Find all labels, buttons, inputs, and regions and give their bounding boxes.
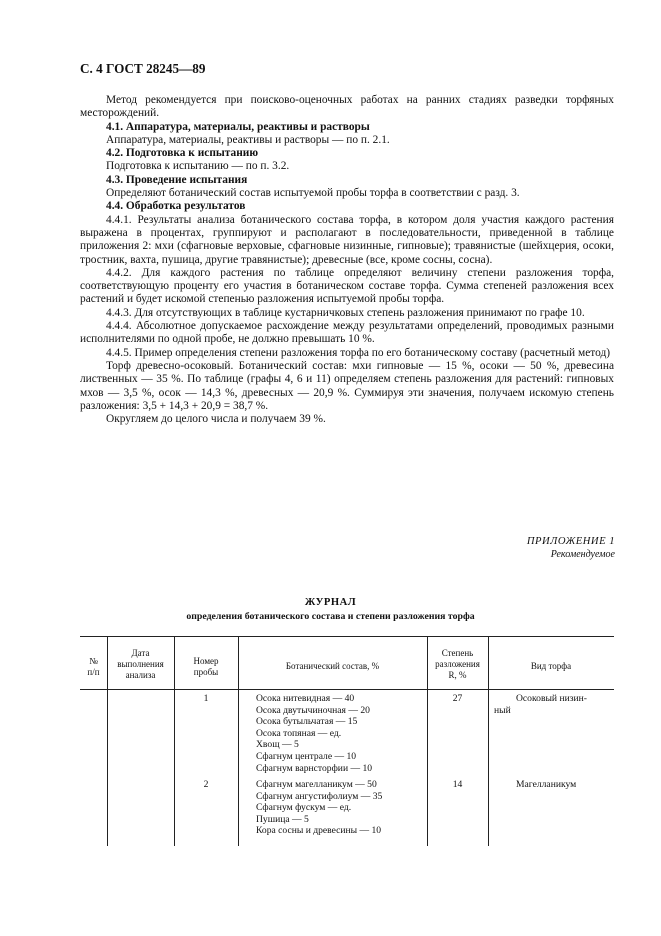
peat-type-line: Осоковый низин- [516,693,587,704]
section-heading: 4.1. Аппаратура, материалы, реактивы и растворы [106,120,370,133]
table-cell-peat-type [494,779,576,791]
journal-title: ЖУРНАЛ [304,597,357,608]
paragraph: Аппаратура, материалы, реактивы и растворы — по п. 2.1. [106,133,390,146]
paragraph: Определяют ботанический состав испытуемой пробы торфа в соответствии с разд. 3. [106,187,520,200]
composition-line: Хвощ — 5 [256,739,299,751]
composition-line: Осока бутыльчатая — 15 [256,716,358,728]
paragraph: 4.4.3. Для отсутствующих в таблице кустарничковых степень разложения принимают по графе 10. [106,306,585,319]
composition-line: Пушица — 5 [256,813,309,825]
composition-line: Осока двутычиночная — 20 [256,704,370,716]
table-cell-decomposition: 27 [452,693,463,704]
table-cell-decomposition: 14 [452,779,463,790]
column-header-peat-type: Вид торфа [530,661,572,671]
column-header-decomposition: Степень разложения R, % [435,648,480,680]
appendix-title: ПРИЛОЖЕНИЕ 1 [526,536,615,547]
column-header-sample: Номер пробы [193,656,219,677]
appendix-subtitle: Рекомендуемое [550,549,615,560]
paragraph: 4.4.2. Для каждого растения по таблице определяют величину степени разложения торфа, соответствующую проценту его участия в ботаническом составе торфа. Сумма степеней разложения всех растений и будет искомой степенью разложения испытуемой пробы торфа. [80,266,614,306]
page-header: С. 4 ГОСТ 28245—89 [80,61,206,76]
column-header-date: Дата выполнения анализа [117,648,164,680]
appendix-label [527,535,615,561]
composition-line: Сфагнум магелланикум — 50 [256,779,377,790]
paragraph: Округляем до целого числа и получаем 39 %. [106,413,326,426]
peat-type-line: ный [494,704,511,716]
composition-line: Сфагнум централе — 10 [256,750,357,762]
composition-line: Сфагнум варнсторфии — 10 [256,762,373,774]
table-cell-composition [256,779,382,837]
table-header-border [80,689,614,690]
paragraph: Метод рекомендуется при поисково-оценочных работах на ранних стадиях разведки торфяных месторождений. [80,94,614,120]
paragraph: Торф древесно-осоковый. Ботанический состав: мхи гипновые — 15 %, осоки — 50 %, древесина лиственных — 35 %. По таблице (графы 4, 6 и 11) определяем степень разложения для растений: гипновых мхов — 3,5 %, осок — 14,3 %, древесных — 20,9 %. Суммируя эти значения, получаем искомую степень разложения: 3,5 + 14,3 + 20,9 = 38,7 %. [80,359,614,412]
table-cell-composition [256,693,372,774]
table-cell-sample: 2 [203,779,209,790]
peat-type-line: Магелланикум [516,779,577,790]
composition-line: Кора сосны и древесины — 10 [256,825,382,837]
journal-subtitle: определения ботанического состава и степени разложения торфа [186,611,475,622]
body-text [80,94,614,426]
composition-line: Сфагнум фускум — ед. [256,802,352,814]
composition-line: Осока нитевидная — 40 [256,693,355,704]
table-cell-sample: 1 [203,693,209,704]
section-heading: 4.4. Обработка результатов [106,200,246,213]
composition-line: Сфагнум ангустифолиум — 35 [256,790,383,802]
paragraph: 4.4.4. Абсолютное допускаемое расхождение между результатами определений, проводимых разными исполнителями по одной пробе, не должно превышать 10 %. [80,320,614,346]
column-header-composition: Ботанический состав, % [285,661,380,671]
paragraph: 4.4.5. Пример определения степени разложения торфа по его ботаническому составу (расчетный метод) [106,346,611,359]
paragraph: Подготовка к испытанию — по п. 3.2. [106,160,290,173]
table-top-border [80,636,614,637]
section-heading: 4.2. Подготовка к испытанию [106,147,259,160]
table-cell-peat-type [494,693,587,716]
column-header-num: № п/п [87,656,100,677]
section-heading: 4.3. Проведение испытания [106,173,248,186]
paragraph: 4.4.1. Результаты анализа ботанического состава торфа, в котором доля участия каждого растения выражена в процентах, группируют и располагают в последовательности, приведенной в таблице приложения 2: мхи (сфагновые верховые, сфагновые низинные, гипновые); травянистые (шейхцерия, осоки, тростник, вахта, пушица, другие травянистые); древесные (все, кроме сосны, сосна). [80,213,614,266]
composition-line: Осока топяная — ед. [256,727,342,739]
